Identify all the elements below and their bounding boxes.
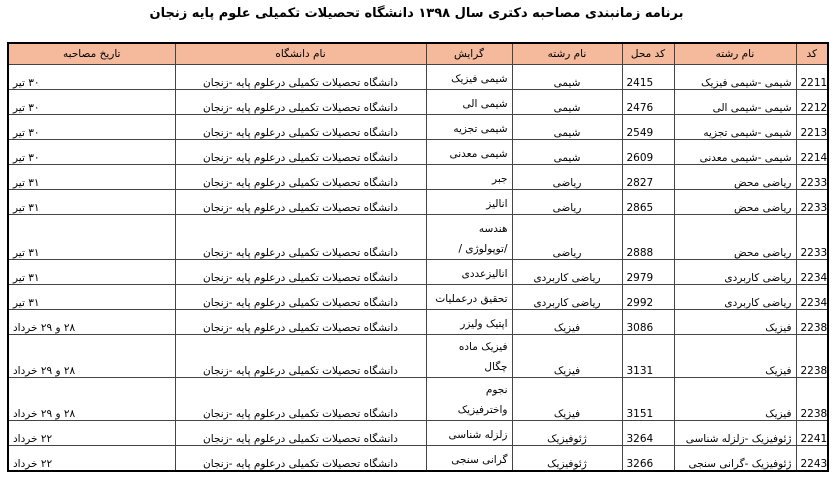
header-row: [8, 43, 828, 65]
cell-reshte: ژئوفیزیک: [512, 421, 622, 446]
cell-reshte: شیمی: [512, 140, 622, 165]
gerayesh-line: شیمی تجزیه: [453, 123, 508, 135]
table-row: [8, 90, 828, 115]
table-row: [8, 215, 828, 260]
col-header-kod-mahal: کد محل: [622, 43, 674, 65]
page-title: برنامه زمانبندی مصاحبه دکتری سال ۱۳۹۸ دانشگاه تحصیلات تکمیلی علوم پایه زنجان: [149, 6, 684, 21]
cell-kod: 2212: [796, 90, 828, 115]
cell-daneshgah: دانشگاه تحصیلات تکمیلی درعلوم پایه -زنجان: [175, 90, 426, 115]
cell-tarikh: ۳۰ تیر: [8, 115, 175, 140]
cell-kod: 2214: [796, 140, 828, 165]
col-header-tarikh: تاریخ مصاحبه: [8, 43, 175, 65]
cell-kod-mahal: 3131: [622, 335, 674, 378]
table-row: [8, 446, 828, 472]
col-header-name-reshte: نام رشته: [674, 43, 796, 65]
cell-gerayesh: [426, 115, 512, 140]
table-row: [8, 378, 828, 421]
table-row: [8, 310, 828, 335]
cell-kod: 2233: [796, 165, 828, 190]
cell-kod: 2238: [796, 335, 828, 378]
cell-name-reshte: فیزیک: [674, 378, 796, 421]
cell-kod-mahal: 2888: [622, 215, 674, 260]
gerayesh-line: انالیز: [486, 198, 508, 210]
cell-reshte: ژئوفیزیک: [512, 446, 622, 472]
cell-kod-mahal: 2476: [622, 90, 674, 115]
cell-tarikh: ۳۱ تیر: [8, 215, 175, 260]
table-row: [8, 165, 828, 190]
cell-tarikh: ۳۰ تیر: [8, 90, 175, 115]
gerayesh-line: /توپولوژی /: [458, 243, 508, 255]
col-header-gerayesh: گرایش: [426, 43, 512, 65]
table-row: [8, 335, 828, 378]
table-row: [8, 190, 828, 215]
cell-reshte: ریاضی کاربردی: [512, 260, 622, 285]
cell-kod: 2238: [796, 310, 828, 335]
cell-gerayesh: [426, 190, 512, 215]
cell-kod-mahal: 2992: [622, 285, 674, 310]
cell-name-reshte: ژئوفیزیک -گرانی سنجی: [674, 446, 796, 472]
gerayesh-line: واخترفیزیک: [457, 404, 508, 416]
cell-daneshgah: دانشگاه تحصیلات تکمیلی درعلوم پایه -زنجان: [175, 115, 426, 140]
col-header-daneshgah: نام دانشگاه: [175, 43, 426, 65]
gerayesh-line: زلزله شناسی: [448, 429, 508, 441]
cell-daneshgah: دانشگاه تحصیلات تکمیلی درعلوم پایه -زنجان: [175, 310, 426, 335]
cell-reshte: ریاضی: [512, 215, 622, 260]
cell-daneshgah: دانشگاه تحصیلات تکمیلی درعلوم پایه -زنجان: [175, 260, 426, 285]
gerayesh-line: شیمی فیزیک: [451, 73, 508, 85]
gerayesh-line: نجوم: [485, 384, 508, 396]
cell-kod-mahal: 2415: [622, 65, 674, 90]
cell-name-reshte: شیمی -شیمی الی: [674, 90, 796, 115]
cell-kod: 2211: [796, 65, 828, 90]
table-body: [8, 65, 828, 472]
cell-tarikh: ۲۸ و ۲۹ خرداد: [8, 335, 175, 378]
gerayesh-line: گرانی سنجی: [451, 454, 508, 466]
gerayesh-line: هندسه: [478, 223, 508, 235]
cell-tarikh: ۲۸ و ۲۹ خرداد: [8, 310, 175, 335]
cell-tarikh: ۲۸ و ۲۹ خرداد: [8, 378, 175, 421]
gerayesh-line: شیمی معدنی: [449, 148, 508, 160]
cell-tarikh: ۳۰ تیر: [8, 65, 175, 90]
cell-kod: 2233: [796, 215, 828, 260]
cell-name-reshte: شیمی -شیمی فیزیک: [674, 65, 796, 90]
cell-tarikh: ۳۱ تیر: [8, 190, 175, 215]
cell-daneshgah: دانشگاه تحصیلات تکمیلی درعلوم پایه -زنجان: [175, 446, 426, 472]
cell-daneshgah: دانشگاه تحصیلات تکمیلی درعلوم پایه -زنجان: [175, 378, 426, 421]
table-row: [8, 260, 828, 285]
table-row: [8, 65, 828, 90]
cell-kod-mahal: 3151: [622, 378, 674, 421]
gerayesh-line: شیمی الی: [462, 98, 508, 110]
cell-kod: 2233: [796, 190, 828, 215]
cell-name-reshte: شیمی -شیمی معدنی: [674, 140, 796, 165]
cell-daneshgah: دانشگاه تحصیلات تکمیلی درعلوم پایه -زنجان: [175, 65, 426, 90]
table-row: [8, 421, 828, 446]
cell-kod: 2238: [796, 378, 828, 421]
cell-daneshgah: دانشگاه تحصیلات تکمیلی درعلوم پایه -زنجان: [175, 215, 426, 260]
cell-gerayesh: [426, 285, 512, 310]
cell-kod-mahal: 2549: [622, 115, 674, 140]
cell-gerayesh: [426, 215, 512, 260]
cell-gerayesh: [426, 260, 512, 285]
cell-name-reshte: ریاضی کاربردی: [674, 285, 796, 310]
cell-tarikh: ۳۰ تیر: [8, 140, 175, 165]
cell-daneshgah: دانشگاه تحصیلات تکمیلی درعلوم پایه -زنجان: [175, 421, 426, 446]
cell-kod: 2234: [796, 260, 828, 285]
cell-gerayesh: [426, 65, 512, 90]
gerayesh-line: فیزیک ماده: [458, 341, 508, 353]
cell-tarikh: ۲۲ خرداد: [8, 446, 175, 472]
cell-name-reshte: فیزیک: [674, 310, 796, 335]
cell-reshte: شیمی: [512, 115, 622, 140]
cell-gerayesh: [426, 446, 512, 472]
gerayesh-line: چگال: [484, 361, 508, 373]
cell-daneshgah: دانشگاه تحصیلات تکمیلی درعلوم پایه -زنجان: [175, 285, 426, 310]
cell-reshte: فیزیک: [512, 378, 622, 421]
cell-reshte: ریاضی کاربردی: [512, 285, 622, 310]
cell-name-reshte: ریاضی محض: [674, 165, 796, 190]
cell-daneshgah: دانشگاه تحصیلات تکمیلی درعلوم پایه -زنجان: [175, 335, 426, 378]
cell-kod: 2241: [796, 421, 828, 446]
cell-gerayesh: [426, 421, 512, 446]
table-row: [8, 285, 828, 310]
cell-tarikh: ۳۱ تیر: [8, 260, 175, 285]
cell-name-reshte: فیزیک: [674, 335, 796, 378]
cell-gerayesh: [426, 310, 512, 335]
cell-reshte: فیزیک: [512, 335, 622, 378]
cell-daneshgah: دانشگاه تحصیلات تکمیلی درعلوم پایه -زنجان: [175, 190, 426, 215]
gerayesh-line: انالیزعددی: [461, 268, 508, 280]
cell-name-reshte: ریاضی محض: [674, 190, 796, 215]
cell-daneshgah: دانشگاه تحصیلات تکمیلی درعلوم پایه -زنجان: [175, 165, 426, 190]
cell-reshte: فیزیک: [512, 310, 622, 335]
cell-gerayesh: [426, 140, 512, 165]
cell-tarikh: ۲۲ خرداد: [8, 421, 175, 446]
cell-kod-mahal: 2609: [622, 140, 674, 165]
table-row: [8, 140, 828, 165]
cell-gerayesh: [426, 335, 512, 378]
cell-kod-mahal: 2827: [622, 165, 674, 190]
cell-kod-mahal: 2979: [622, 260, 674, 285]
cell-kod-mahal: 3266: [622, 446, 674, 472]
cell-gerayesh: [426, 378, 512, 421]
cell-kod: 2234: [796, 285, 828, 310]
cell-kod-mahal: 2865: [622, 190, 674, 215]
cell-tarikh: ۳۱ تیر: [8, 285, 175, 310]
cell-daneshgah: دانشگاه تحصیلات تکمیلی درعلوم پایه -زنجان: [175, 140, 426, 165]
cell-kod: 2243: [796, 446, 828, 472]
cell-name-reshte: ژئوفیزیک -زلزله شناسی: [674, 421, 796, 446]
cell-reshte: ریاضی: [512, 165, 622, 190]
cell-kod-mahal: 3086: [622, 310, 674, 335]
gerayesh-line: تحقیق درعملیات: [435, 293, 508, 305]
cell-tarikh: ۳۱ تیر: [8, 165, 175, 190]
cell-name-reshte: ریاضی کاربردی: [674, 260, 796, 285]
cell-gerayesh: [426, 90, 512, 115]
schedule-table: [7, 42, 829, 472]
cell-kod: 2213: [796, 115, 828, 140]
cell-reshte: شیمی: [512, 90, 622, 115]
cell-kod-mahal: 3264: [622, 421, 674, 446]
gerayesh-line: اپتیک ولیزر: [460, 318, 508, 330]
col-header-reshte: نام رشته: [512, 43, 622, 65]
cell-name-reshte: ریاضی محض: [674, 215, 796, 260]
cell-reshte: شیمی: [512, 65, 622, 90]
cell-name-reshte: شیمی -شیمی تجزیه: [674, 115, 796, 140]
col-header-kod: کد: [796, 43, 828, 65]
cell-gerayesh: [426, 165, 512, 190]
gerayesh-line: جبر: [492, 173, 508, 185]
cell-reshte: ریاضی: [512, 190, 622, 215]
table-row: [8, 115, 828, 140]
